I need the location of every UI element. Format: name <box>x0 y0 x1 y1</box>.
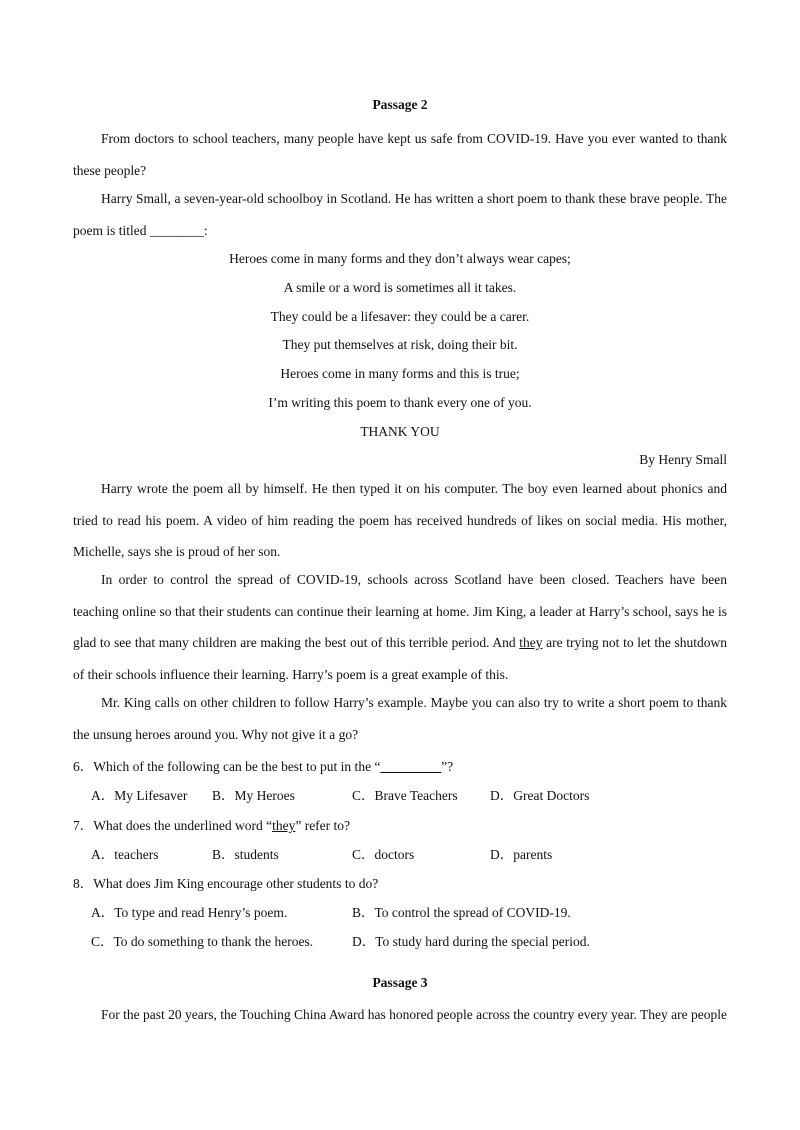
question-7-option-a: A．teachers <box>91 847 159 862</box>
underlined-word: they <box>519 635 543 650</box>
question-8-option-a: A．To type and read Henry’s poem. <box>91 905 288 920</box>
passage-2-paragraph-1: From doctors to school teachers, many people have kept us safe from COVID-19. Have you ever wanted to thank these people? <box>73 131 727 178</box>
paragraph-2-text: Harry Small, a seven-year-old schoolboy in Scotland. He has written a short poem to thank these brave people. The poem is titled <box>73 191 727 238</box>
question-8-option-b: B．To control the spread of COVID-19. <box>352 905 571 920</box>
poem-line: I’m writing this poem to thank every one of you. <box>268 394 532 410</box>
question-6-option-d: D．Great Doctors <box>490 788 590 803</box>
question-7-option-d: D．parents <box>490 847 553 862</box>
poem-byline: By Henry Small <box>639 452 727 467</box>
poem-line: They put themselves at risk, doing their bit. <box>282 337 518 353</box>
paragraph-4-text-end: are trying not to let the shutdown of their schools influence their learning. Harry’s poem is a great example of this. <box>73 635 727 682</box>
poem-line: They could be a lifesaver: they could be a carer. <box>270 308 530 324</box>
paragraph-2-colon: : <box>203 222 208 238</box>
question-7-stem: 7．What does the underlined word “ <box>73 818 273 833</box>
poem-line: Heroes come in many forms and they don’t always wear capes; <box>229 251 571 266</box>
question-7-underlined-word: they <box>272 818 296 833</box>
question-7-stem-end: ” refer to? <box>295 818 351 833</box>
passage-3-paragraph-1: For the past 20 years, the Touching China Award has honored people across the country every year. They are people <box>101 1007 728 1022</box>
poem-line: THANK YOU <box>360 423 440 439</box>
passage-2-paragraph-4 <box>73 564 727 690</box>
passage-2-paragraph-5: Mr. King calls on other children to follow Harry’s example. Maybe you can also try to write a short poem to thank the unsung heroes around you. Why not give it a go? <box>73 695 727 742</box>
question-6-option-a: A．My Lifesaver <box>91 788 188 803</box>
title-blank: ________ <box>149 222 204 238</box>
passage-2-title: Passage 2 <box>372 97 428 112</box>
question-6-blank: _________ <box>380 759 442 774</box>
question-6-option-c: C．Brave Teachers <box>352 788 458 803</box>
passage-2-paragraph-2 <box>73 183 727 246</box>
passage-2-paragraph-3: Harry wrote the poem all by himself. He then typed it on his computer. The boy even learned about phonics and tried to read his poem. A video of him reading the poem has received hundreds of likes on social media. His mother, Michelle, says she is proud of her son. <box>73 481 727 559</box>
poem <box>73 245 727 447</box>
question-6-stem-end: ”? <box>441 759 454 774</box>
poem-line: Heroes come in many forms and this is true; <box>280 366 520 382</box>
question-7-option-b: B．students <box>212 847 279 862</box>
question-6 <box>73 755 727 775</box>
poem-line: A smile or a word is sometimes all it takes. <box>283 279 517 295</box>
passage-3-title: Passage 3 <box>372 975 428 990</box>
question-8: 8．What does Jim King encourage other students to do? <box>73 876 379 891</box>
question-8-option-c: C．To do something to thank the heroes. <box>91 934 314 949</box>
paragraph-4-text: In order to control the spread of COVID-19, schools across Scotland have been closed. Teachers have been teaching online so that their students can continue their learning at home. Jim King, a leader at Harry’s school, says he is glad to see that many children are making the best out of this terrible period. And <box>73 572 727 650</box>
question-7 <box>73 814 727 834</box>
question-7-option-c: C．doctors <box>352 847 415 862</box>
question-8-option-d: D．To study hard during the special period. <box>352 934 590 949</box>
question-6-option-b: B．My Heroes <box>212 788 295 803</box>
question-6-stem: 6．Which of the following can be the best to put in the “ <box>73 759 381 774</box>
